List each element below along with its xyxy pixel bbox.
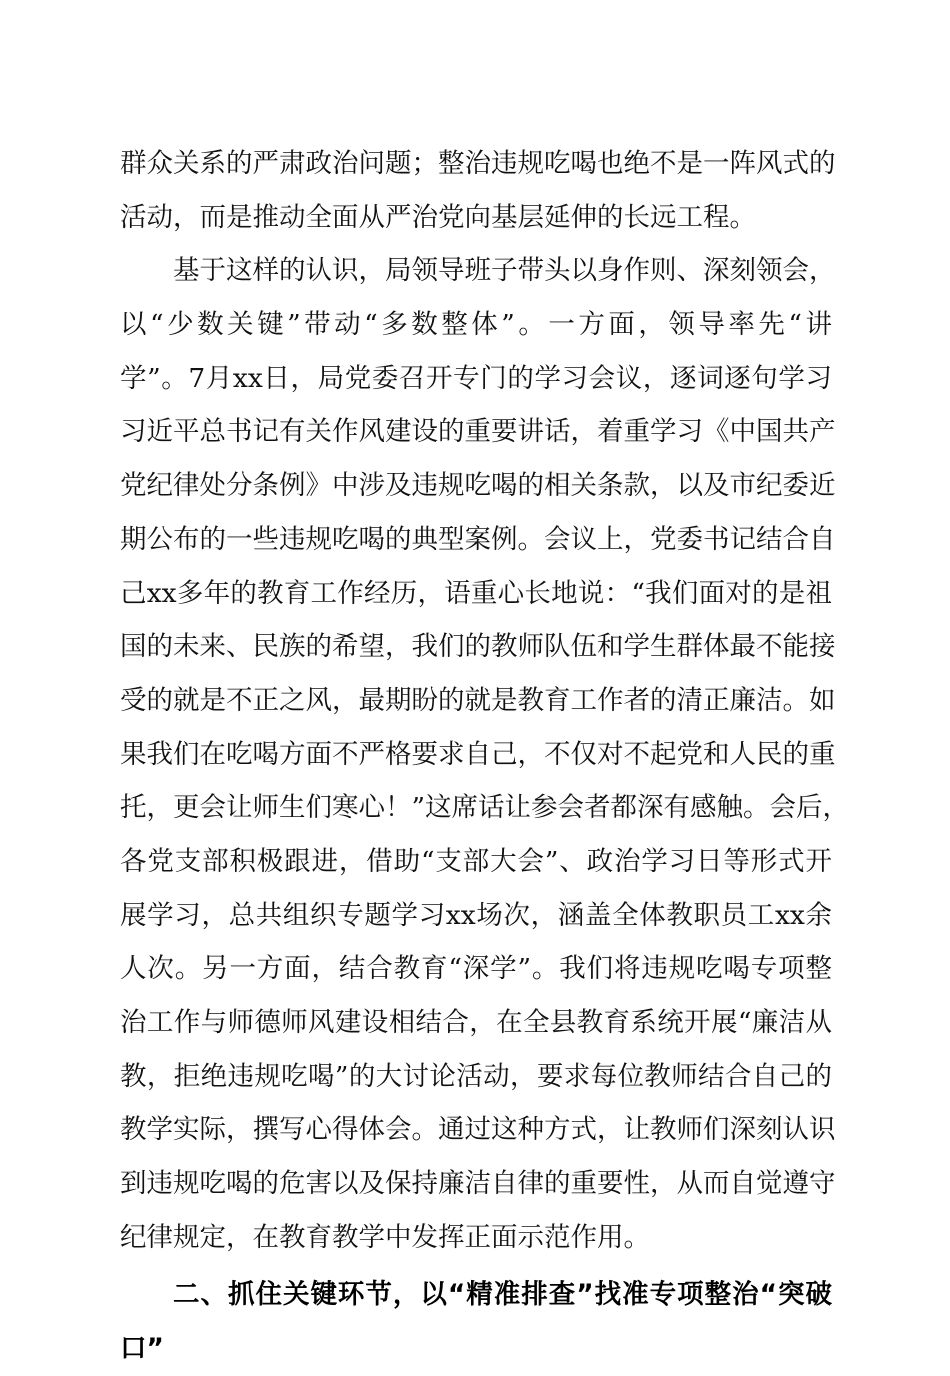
text-line: 学”。7月xx日，局党委召开专门的学习会议，逐词逐句学习 [120,362,832,394]
text-line: 治工作与师德师风建设相结合，在全县教育系统开展“廉洁从 [120,1007,832,1038]
text-line: 期公布的一些违规吃喝的典型案例。会议上，党委书记结合自 [120,523,836,555]
document-page [120,137,850,1376]
section-heading [120,1268,832,1375]
text-line: 以“少数关键”带动“多数整体”。一方面，领导率先“讲 [120,309,832,341]
text-line: 习近平总书记有关作风建设的重要讲话，着重学习《中国共产 [120,416,836,448]
heading-line: 口” [120,1333,164,1365]
text-line: 人次。另一方面，结合教育“深学”。我们将违规吃喝专项整 [120,953,832,985]
text-line: 活动，而是推动全面从严治党向基层延伸的长远工程。 [120,201,756,233]
paragraph-continuation [120,137,836,244]
heading-line: 二、抓住关键环节，以“精准排查”找准专项整治“突破 [173,1279,832,1311]
text-line: 教学实际，撰写心得体会。通过这种方式，让教师们深刻认识 [120,1114,836,1146]
text-line: 群众关系的严肃政治问题；整治违规吃喝也绝不是一阵风式的 [120,148,836,179]
text-line: 国的未来、民族的希望，我们的教师队伍和学生群体最不能接 [120,631,836,663]
text-line: 展学习，总共组织专题学习xx场次，涵盖全体教职员工xx余 [120,899,832,931]
text-line: 受的就是不正之风，最期盼的就是教育工作者的清正廉洁。如 [120,684,836,716]
text-line: 到违规吃喝的危害以及保持廉洁自律的重要性，从而自觉遵守 [120,1168,836,1200]
text-line: 纪律规定，在教育教学中发挥正面示范作用。 [120,1221,650,1253]
paragraph-main [120,244,850,1264]
text-line: 托，更会让师生们寒心！”这席话让参会者都深有感触。会后， [120,792,850,824]
text-line: 己xx多年的教育工作经历，语重心长地说：“我们面对的是祖 [120,577,832,609]
text-line: 教，拒绝违规吃喝”的大讨论活动，要求每位教师结合自己的 [120,1060,832,1092]
text-line: 基于这样的认识，局领导班子带头以身作则、深刻领会， [173,255,836,287]
text-line: 各党支部积极跟进，借助“支部大会”、政治学习日等形式开 [120,845,832,877]
text-line: 党纪律处分条例》中涉及违规吃喝的相关条款，以及市纪委近 [120,470,836,502]
text-line: 果我们在吃喝方面不严格要求自己，不仅对不起党和人民的重 [120,738,836,770]
